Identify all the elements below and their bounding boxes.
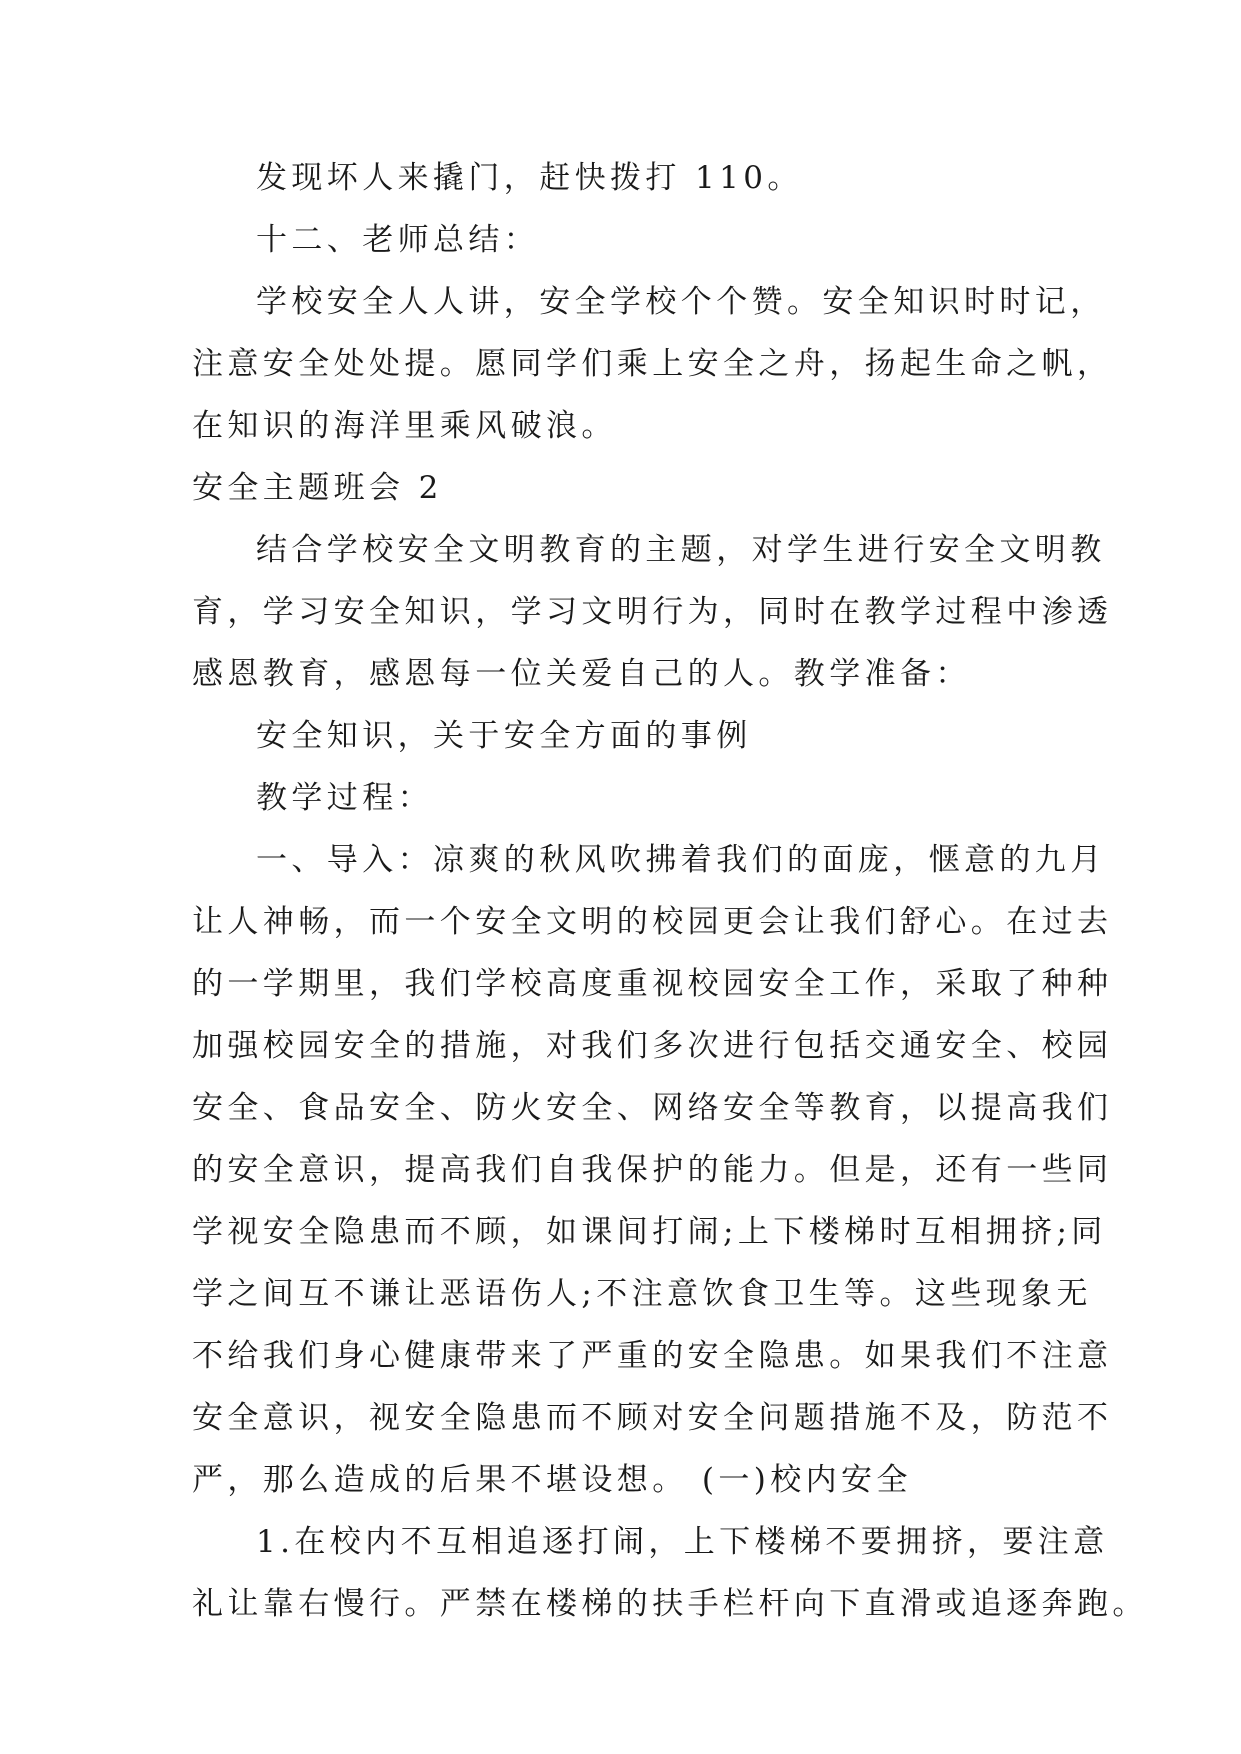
paragraph-line: 1.在校内不互相追逐打闹，上下楼梯不要拥挤，要注意: [256, 1524, 1109, 1560]
paragraph-line: 礼让靠右慢行。严禁在楼梯的扶手栏杆向下直滑或追逐奔跑。: [192, 1586, 1148, 1622]
paragraph-line: 安全知识，关于安全方面的事例: [256, 718, 752, 754]
paragraph-line: 的安全意识，提高我们自我保护的能力。但是，还有一些同: [192, 1152, 1113, 1188]
section-heading: 教学过程：: [256, 780, 433, 816]
paragraph-line: 学视安全隐患而不顾，如课间打闹;上下楼梯时互相拥挤;同: [192, 1214, 1107, 1250]
paragraph-line: 学之间互不谦让恶语伤人;不注意饮食卫生等。这些现象无: [192, 1276, 1092, 1312]
paragraph-line: 感恩教育，感恩每一位关爱自己的人。教学准备：: [192, 656, 971, 692]
paragraph-line: 发现坏人来撬门，赶快拨打 110。: [256, 160, 803, 196]
paragraph-line: 严，那么造成的后果不堪设想。 (一)校内安全: [192, 1462, 912, 1498]
paragraph-line: 让人神畅，而一个安全文明的校园更会让我们舒心。在过去: [192, 904, 1113, 940]
section-heading: 十二、老师总结：: [256, 222, 540, 258]
paragraph-line: 一、导入：凉爽的秋风吹拂着我们的面庞，惬意的九月: [256, 842, 1106, 878]
paragraph-line: 在知识的海洋里乘风破浪。: [192, 408, 617, 444]
paragraph-line: 安全意识，视安全隐患而不顾对安全问题措施不及，防范不: [192, 1400, 1113, 1436]
paragraph-line: 的一学期里，我们学校高度重视校园安全工作，采取了种种: [192, 966, 1113, 1002]
paragraph-line: 结合学校安全文明教育的主题，对学生进行安全文明教: [256, 532, 1106, 568]
document-title: 安全主题班会 2: [192, 470, 443, 506]
paragraph-line: 不给我们身心健康带来了严重的安全隐患。如果我们不注意: [192, 1338, 1113, 1374]
paragraph-line: 安全、食品安全、防火安全、网络安全等教育，以提高我们: [192, 1090, 1113, 1126]
paragraph-line: 注意安全处处提。愿同学们乘上安全之舟，扬起生命之帆，: [192, 346, 1113, 382]
paragraph-line: 加强校园安全的措施，对我们多次进行包括交通安全、校园: [192, 1028, 1113, 1064]
paragraph-line: 育，学习安全知识，学习文明行为，同时在教学过程中渗透: [192, 594, 1113, 630]
paragraph-line: 学校安全人人讲，安全学校个个赞。安全知识时时记，: [256, 284, 1106, 320]
